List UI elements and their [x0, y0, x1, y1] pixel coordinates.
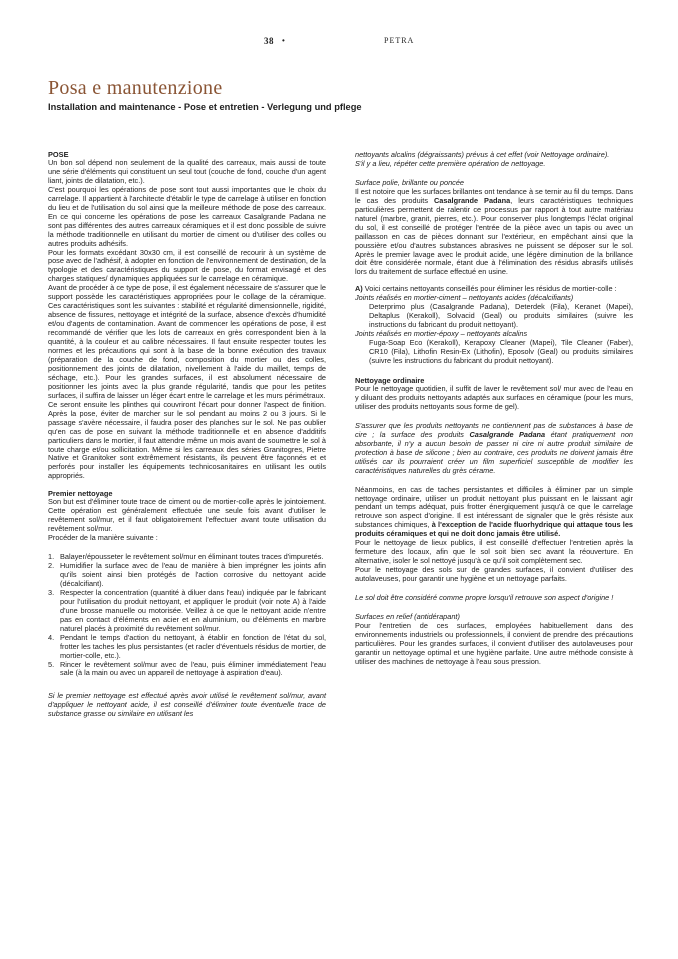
page-number: 38 [264, 36, 274, 46]
epoxy-products: Fuga-Soap Eco (Kerakoll), Kerapoxy Cleaner (Mapei), Tile Cleaner (Faber), CR10 (Fila), Lithofin Resin-Ex (Lithofin), Eposolv (Geal) ou produits similaires (suivre les instructions du fabricant du produit nettoyant). [369, 338, 633, 366]
list-item: 1. Balayer/épousseter le revêtement sol/mur en éliminant toutes traces d'impuretés. [48, 552, 324, 562]
paragraph: Ce seront ensuite les plinthes qui couvriront l'écart pour donner l'aspect de finition. Après la pose, éviter de marcher sur le sol pendant au moins 2 ou 3 jours. Si le passage s'avère nécessaire, il faudra poser des planches sur le sol. Ne pas oublier qu'en cas de pose en suivant la méthode traditionnelle et en absence d'additifs particuliers dans le mortier, il faut attendre même un mois avant de soumettre le sol à toute charge et/ou sollicitation. Même si les carreaux des séries Granitogres, Pietre Native et Granitoker sont extrêmement résistants, ils peuvent être façonnés et et perforés pour installer les équipements technicosanitaires en utilisant les outils appropriés. [48, 399, 326, 481]
paragraph: C'est pourquoi les opérations de pose sont tout aussi importantes que le choix du carrelage. Il appartient à l'architecte d'établir le type de carrelage à utiliser en fonction du lieu et de l'utilisation du sol ainsi que la meilleure méthode de pose des carreaux. En ce qui concerne les opérations de pose les carreaux Casalgrande Padana ne sont pas différentes des autres carreaux céramiques et il est donc possible de suivre la méthode traditionnelle en utilisant du mortier de ciment ou d'utiliser des colles ou autres produits adhésifs. [48, 184, 326, 248]
page-subtitle: Installation and maintenance - Pose et entretien - Verlegung und pflege [48, 102, 362, 112]
list-item: 4. Pendant le temps d'action du nettoyant, à établir en fonction de l'état du sol, frotter les taches les plus persistantes (et racler d'éventuels résidus de mortier, de mortier-colle, etc.). [48, 632, 326, 660]
surface-polie-heading: Surface polie, brillante ou poncée [355, 177, 465, 187]
page-title: Posa e manutenzione [48, 77, 223, 99]
left-column [48, 150, 326, 719]
paragraph: S'assurer que les produits nettoyants ne contiennent pas de substances à base de cire ; la surface des produits Casalgrande Padana étant pratiquement non absorbante, il n'y a aucun besoin de passer ni cire ni autre produit similaire de protection à base de silicone ; bien au contraire, ces produits ne doivent jamais être utilisés car ils pourraient créer un film superficiel susceptible de modifier les caractéristiques naturelles du grès cérame. [355, 420, 633, 475]
header-separator: • [282, 36, 285, 45]
paragraph: Pour les formats excédant 30x30 cm, il est conseillé de recourir à un système de pose avec de l'adhésif, à adopter en fonction de l'environnement de destination, de la typologie et des caractéristiques du support de pose, du format envisagé et des charges statiques/ dynamiques appliquées sur le carrelage en céramique. [48, 247, 326, 284]
list-item: 5. Rincer le revêtement sol/mur avec de l'eau, puis éliminer immédiatement l'eau sale (à la main ou avec un appareil de nettoyage à aspiration d'eau). [48, 659, 326, 678]
note-paragraph: Si le premier nettoyage est effectué après avoir utilisé le revêtement sol/mur, avant d'appliquer le nettoyant acide, il est conseillé d'éliminer toute éventuelle trace de substance grasse ou similaire en utilisant les [48, 691, 326, 719]
paragraph: Pour le nettoyage des sols sur de grandes surfaces, il convient d'utiliser des autolaveuses, pour garantir une hygiène et un nettoyage parfaits. [355, 565, 633, 584]
nettoyage-ordinaire-heading: Nettoyage ordinaire [355, 375, 425, 385]
paragraph: S'il y a lieu, répéter cette première opération de nettoyage. [355, 158, 546, 168]
ciment-products: Deterprimo plus (Casalgrande Padana), Deterdek (Fila), Keranet (Mapei), Deltaplus (Kerakoll), Solvacid (Geal) ou produits similaires (suivre les instructions du fabricant du produit nettoyant). [369, 302, 633, 330]
paragraph: Néanmoins, en cas de taches persistantes et difficiles à éliminer par un simple nettoyage ordinaire, utiliser un produit nettoyant plus puissant en le laissant agir pendant un temps adéquat, puis frotter énergiquement jusqu'à ce que le carrelage retrouve son aspect d'origine. Il est intéressant de signaler que le grès résiste aux substances chimiques, à l'exception de l'acide fluorhydrique qui attaque tous les produits céramiques et qui ne doit donc jamais être utilisé. [355, 484, 633, 539]
paragraph: Le sol doit être considéré comme propre lorsqu'il retrouve son aspect d'origine ! [355, 593, 614, 603]
joints-epoxy-label: Joints réalisés en mortier-époxy – nettoyants alcalins [355, 329, 528, 339]
paragraph: Pour le nettoyage quotidien, il suffit de laver le revêtement sol/ mur avec de l'eau en y diluant des produits nettoyants adaptés aux surfaces en céramique (pour les murs, utiliser des produits nettoyants sous forme de gel). [355, 383, 633, 411]
paragraph: Pour le nettoyage de lieux publics, il est conseillé d'effectuer l'entretien après la fermeture des locaux, afin que le sol soit bien sec avant la réouverture. En alternative, isoler le sol nettoyé jusqu'à ce qu'il soit complètement sec. [355, 538, 633, 566]
joints-ciment-label: Joints réalisés en mortier-ciment – nettoyants acides (décalcifiants) [355, 293, 574, 303]
paragraph: nettoyants alcalins (dégraissants) prévus à cet effet (voir Nettoyage ordinaire). [355, 150, 610, 159]
steps-list [48, 553, 326, 678]
brand-name: PETRA [384, 36, 415, 45]
page-header [0, 36, 678, 48]
paragraph: Avant de procéder à ce type de pose, il est également nécessaire de s'assurer que le support possède les caractéristiques appropriées pour le collage de la céramique. Ces caractéristiques sont les suivantes : stabilité et régularité dimensionnelle, rigidité, absence de fissures, nettoyage et intégrité de la surface, absence d'excès d'humidité et/ou d'agents de contamination. Avant de commencer les opérations de pose, il est recommandé de vérifier que les lots de carreaux en grès correspondent bien à la quantité, à la couleur et au calibre nécessaires. Il faut ensuite respecter toutes les normes et les précautions qui sont à la base de la bonne exécution des travaux (préparation de la couche de fond, composition du mortier ou des colles, positionnement des joints de dilatation, nivellement à l'aide du maillet, temps de séchage, etc.). Pour les grandes surfaces, il est absolument nécessaire de positionner les joints avec la plus grande régularité, tandis que pour les petites surfaces, il suffira de laisser un léger écart entre le carrelage et les murs périmétraux. [48, 283, 326, 400]
note-a-paragraph: A) Voici certains nettoyants conseillés pour éliminer les résidus de mortier-colle : [355, 284, 617, 294]
list-item: 3. Respecter la concentration (quantité à diluer dans l'eau) indiquée par le fabricant pour l'utilisation du produit nettoyant, et appliquer le produit (voir note A) à l'aide d'une brosse manuelle ou motorisée. Veillez à ce que le nettoyant acide n'entre pas en contact d'éléments en acier et en aluminium, ou d'éléments en marbre naturel placés à proximité du revêtement sol/mur. [48, 587, 326, 633]
pose-heading: POSE [48, 150, 69, 159]
list-item: 2. Humidifier la surface avec de l'eau de manière à bien imprégner les joints afin qu'ils soient ainsi bien protégés de l'action corrosive du nettoyant acide (décalcifiant). [48, 561, 326, 588]
paragraph: Un bon sol dépend non seulement de la qualité des carreaux, mais aussi de toute une série d'éléments qui constituent un seul tout (couche de fond, couche d'un agent liant, joints de dilatation, etc.). [48, 158, 326, 185]
paragraph: Son but est d'éliminer toute trace de ciment ou de mortier-colle après le jointoiement. Cette opération est généralement effectuée une seule fois avant d'utiliser le revêtement sol/mur, et il faut obligatoirement l'effectuer avant toute utilisation du revêtement sol/mur. [48, 497, 326, 534]
premier-nettoyage-heading: Premier nettoyage [48, 489, 113, 499]
paragraph: Pour l'entretien de ces surfaces, employées habituellement dans des environnements industriels ou professionnels, il convient de prendre des précautions particulières. Pour les grandes surfaces, il convient d'utiliser des autolaveuses pour garantir un nettoyage optimal et une hygiène parfaite. Une autre méthode consiste à utiliser des machines de nettoyage à l'eau sous pression. [355, 620, 633, 666]
surfaces-relief-heading: Surfaces en relief (antidérapant) [355, 611, 460, 621]
paragraph: Procéder de la manière suivante : [48, 533, 158, 543]
paragraph: Il est notoire que les surfaces brillantes ont tendance à se ternir au fil du temps. Dans le cas des produits Casalgrande Padana, leurs caractéristiques techniques particulières permettent de ralentir ce processus par rapport à tout autre matériau naturel (marbre, granit, pierres, etc.). Pour conserver plus longtemps l'éclat original du sol, il est conseillé de protéger l'entrée de la pièce avec un tapis ou avec un paillasson en cas de pièces donnant sur l'extérieur, en empêchant ainsi que la poussière et/ou d'autres substances abrasives ne puissent se déposer sur le sol. Après le premier lavage avec le produit acide, une légère diminution de la brillance doit être considérée normale, étant due à l'élimination des résidus abrasifs utilisés lors du traitement de surface effectué en usine. [355, 186, 634, 277]
right-column [355, 151, 633, 667]
